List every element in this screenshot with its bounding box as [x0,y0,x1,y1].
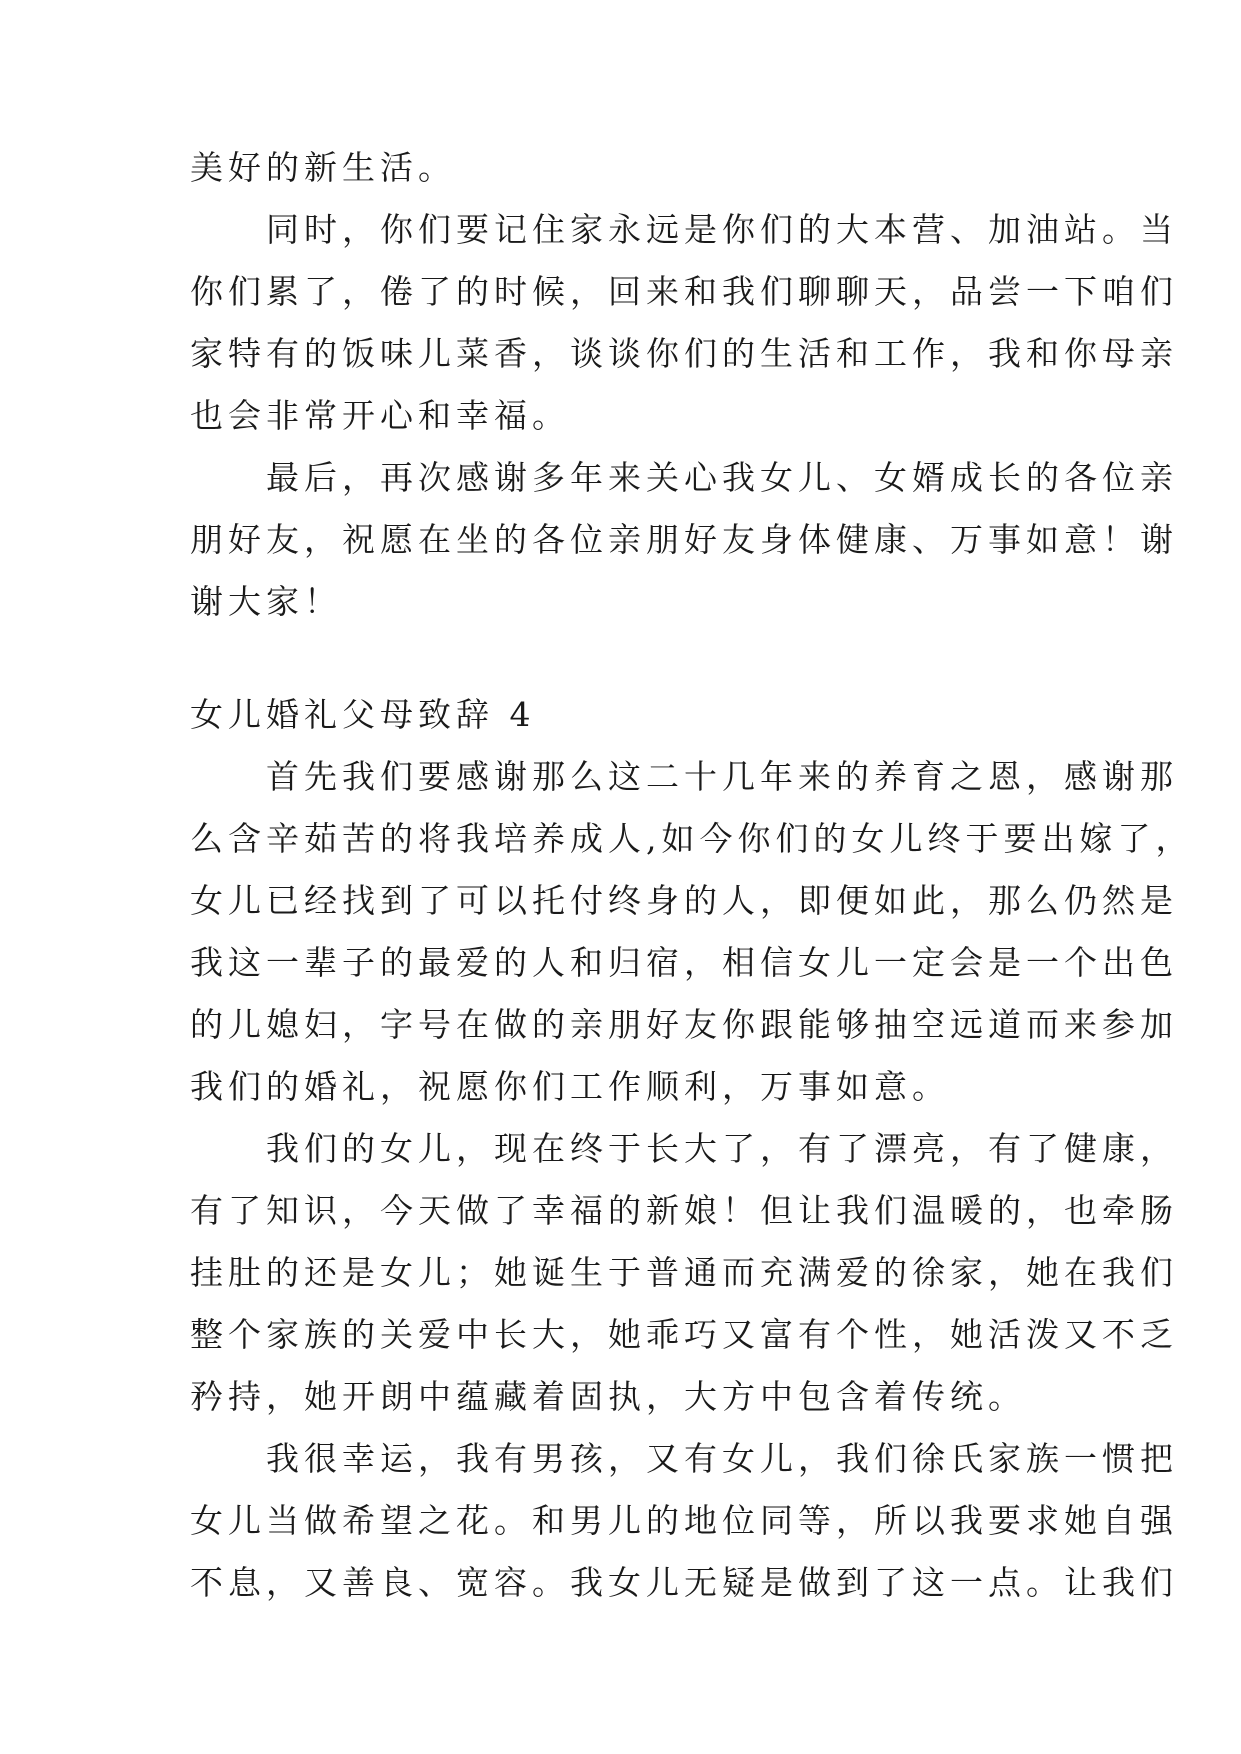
text-line: 的儿媳妇，字号在做的亲朋好友你跟能够抽空远道而来参加 [190,1005,1178,1044]
text-line: 你们累了，倦了的时候，回来和我们聊聊天，品尝一下咱们 [190,272,1178,311]
text-line: 首先我们要感谢那么这二十几年来的养育之恩，感谢那 [190,757,1178,796]
section-heading: 女儿婚礼父母致辞 4 [190,695,536,734]
text-line: 也会非常开心和幸福。 [190,396,570,435]
text-line: 挂肚的还是女儿；她诞生于普通而充满爱的徐家，她在我们 [190,1253,1178,1292]
text-line: 有了知识，今天做了幸福的新娘！但让我们温暖的，也牵肠 [190,1191,1178,1230]
text-line: 整个家族的关爱中长大，她乖巧又富有个性，她活泼又不乏 [190,1315,1178,1354]
text-line: 女儿已经找到了可以托付终身的人，即便如此，那么仍然是 [190,881,1178,920]
text-line: 女儿当做希望之花。和男儿的地位同等，所以我要求她自强 [190,1501,1178,1540]
text-line: 我很幸运，我有男孩，又有女儿，我们徐氏家族一惯把 [190,1439,1178,1478]
text-line: 我这一辈子的最爱的人和归宿，相信女儿一定会是一个出色 [190,943,1178,982]
text-line: 我们的婚礼，祝愿你们工作顺利，万事如意。 [190,1067,950,1106]
text-line: 谢大家！ [190,582,342,621]
text-line: 美好的新生活。 [190,148,456,187]
text-line: 矜持，她开朗中蕴藏着固执，大方中包含着传统。 [190,1377,1026,1416]
text-line: 最后，再次感谢多年来关心我女儿、女婿成长的各位亲 [190,458,1178,497]
text-line: 朋好友，祝愿在坐的各位亲朋好友身体健康、万事如意！谢 [190,520,1178,559]
text-line: 么含辛茹苦的将我培养成人,如今你们的女儿终于要出嫁了， [190,819,1194,858]
text-line: 不息，又善良、宽容。我女儿无疑是做到了这一点。让我们 [190,1563,1178,1602]
text-line: 家特有的饭味儿菜香，谈谈你们的生活和工作，我和你母亲 [190,334,1178,373]
text-line: 我们的女儿，现在终于长大了，有了漂亮，有了健康， [190,1129,1178,1168]
text-line: 同时，你们要记住家永远是你们的大本营、加油站。当 [190,210,1178,249]
